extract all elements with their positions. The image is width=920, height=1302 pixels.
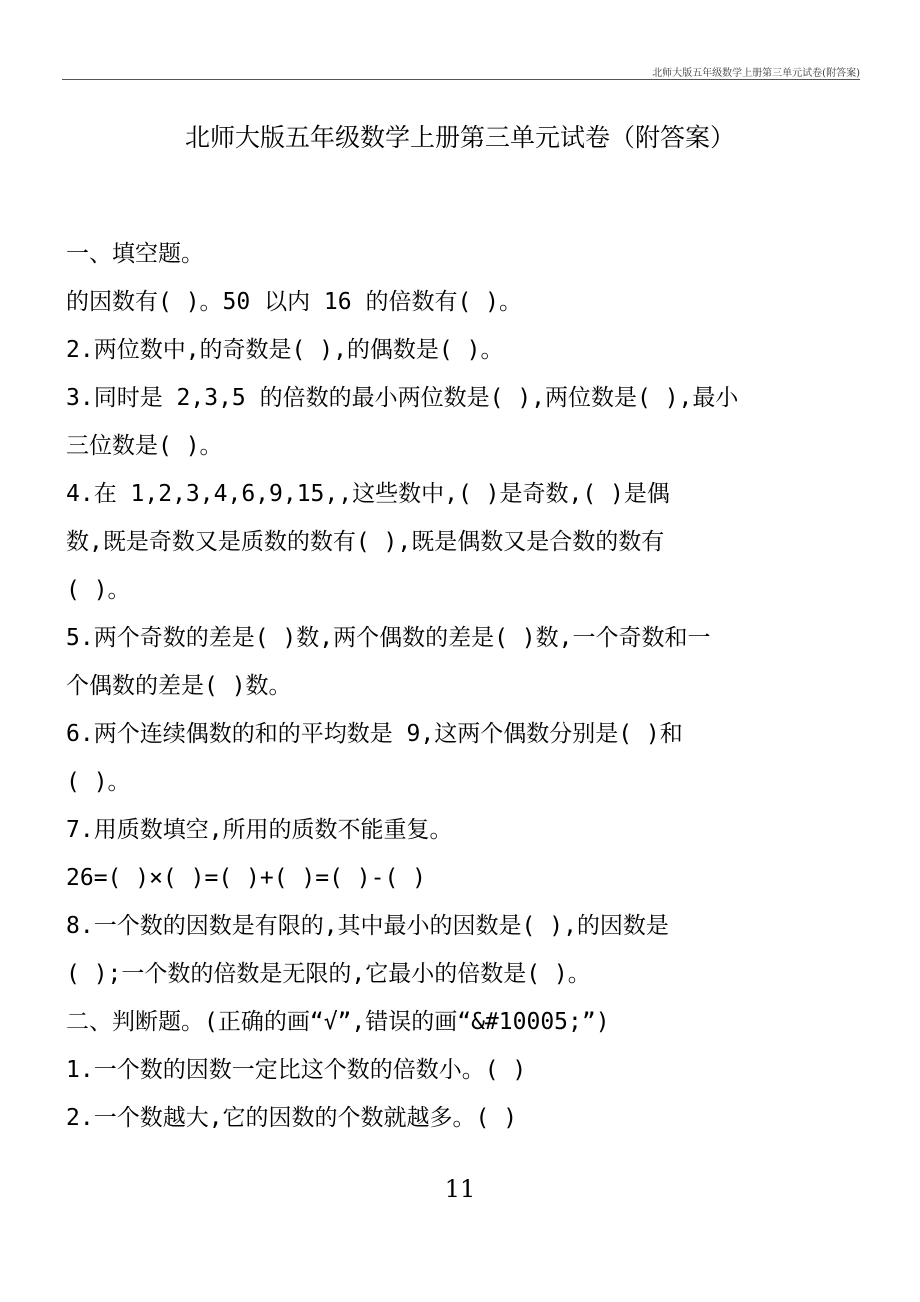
header-divider	[62, 79, 860, 80]
question-line: 个偶数的差是( )数。	[66, 673, 292, 699]
question-line: 5.两个奇数的差是( )数,两个偶数的差是( )数,一个奇数和一	[66, 625, 711, 651]
page-number: 11	[444, 1175, 476, 1203]
document-title: 北师大版五年级数学上册第三单元试卷（附答案）	[184, 123, 735, 152]
question-line: ( );一个数的倍数是无限的,它最小的倍数是( )。	[66, 961, 591, 987]
question-line: 2.一个数越大,它的因数的个数就越多。( )	[66, 1105, 518, 1131]
question-line: 1.一个数的因数一定比这个数的倍数小。( )	[66, 1057, 527, 1083]
section-heading-true-false: 二、判断题。(正确的画“√”,错误的画“&#10005;”)	[66, 1009, 610, 1035]
question-line: ( )。	[66, 769, 131, 795]
question-line: 7.用质数填空,所用的质数不能重复。	[66, 817, 453, 843]
running-header: 北师大版五年级数学上册第三单元试卷(附答案)	[652, 68, 860, 79]
question-line: 的因数有( )。50 以内 16 的倍数有( )。	[66, 289, 523, 315]
question-line: 8.一个数的因数是有限的,其中最小的因数是( ),的因数是	[66, 913, 669, 939]
question-line: 4.在 1,2,3,4,6,9,15,,这些数中,( )是奇数,( )是偶	[66, 481, 670, 507]
question-line: ( )。	[66, 577, 131, 603]
question-line: 6.两个连续偶数的和的平均数是 9,这两个偶数分别是( )和	[66, 721, 683, 747]
question-line: 三位数是( )。	[66, 433, 223, 459]
document-body	[66, 230, 858, 1142]
question-line: 2.两位数中,的奇数是( ),的偶数是( )。	[66, 337, 504, 363]
section-heading-fill-in: 一、填空题。	[66, 241, 204, 267]
equation-line: 26=( )×( )=( )+( )=( )-( )	[66, 865, 427, 891]
question-line: 数,既是奇数又是质数的数有( ),既是偶数又是合数的数有	[66, 529, 665, 555]
question-line: 3.同时是 2,3,5 的倍数的最小两位数是( ),两位数是( ),最小	[66, 385, 739, 411]
